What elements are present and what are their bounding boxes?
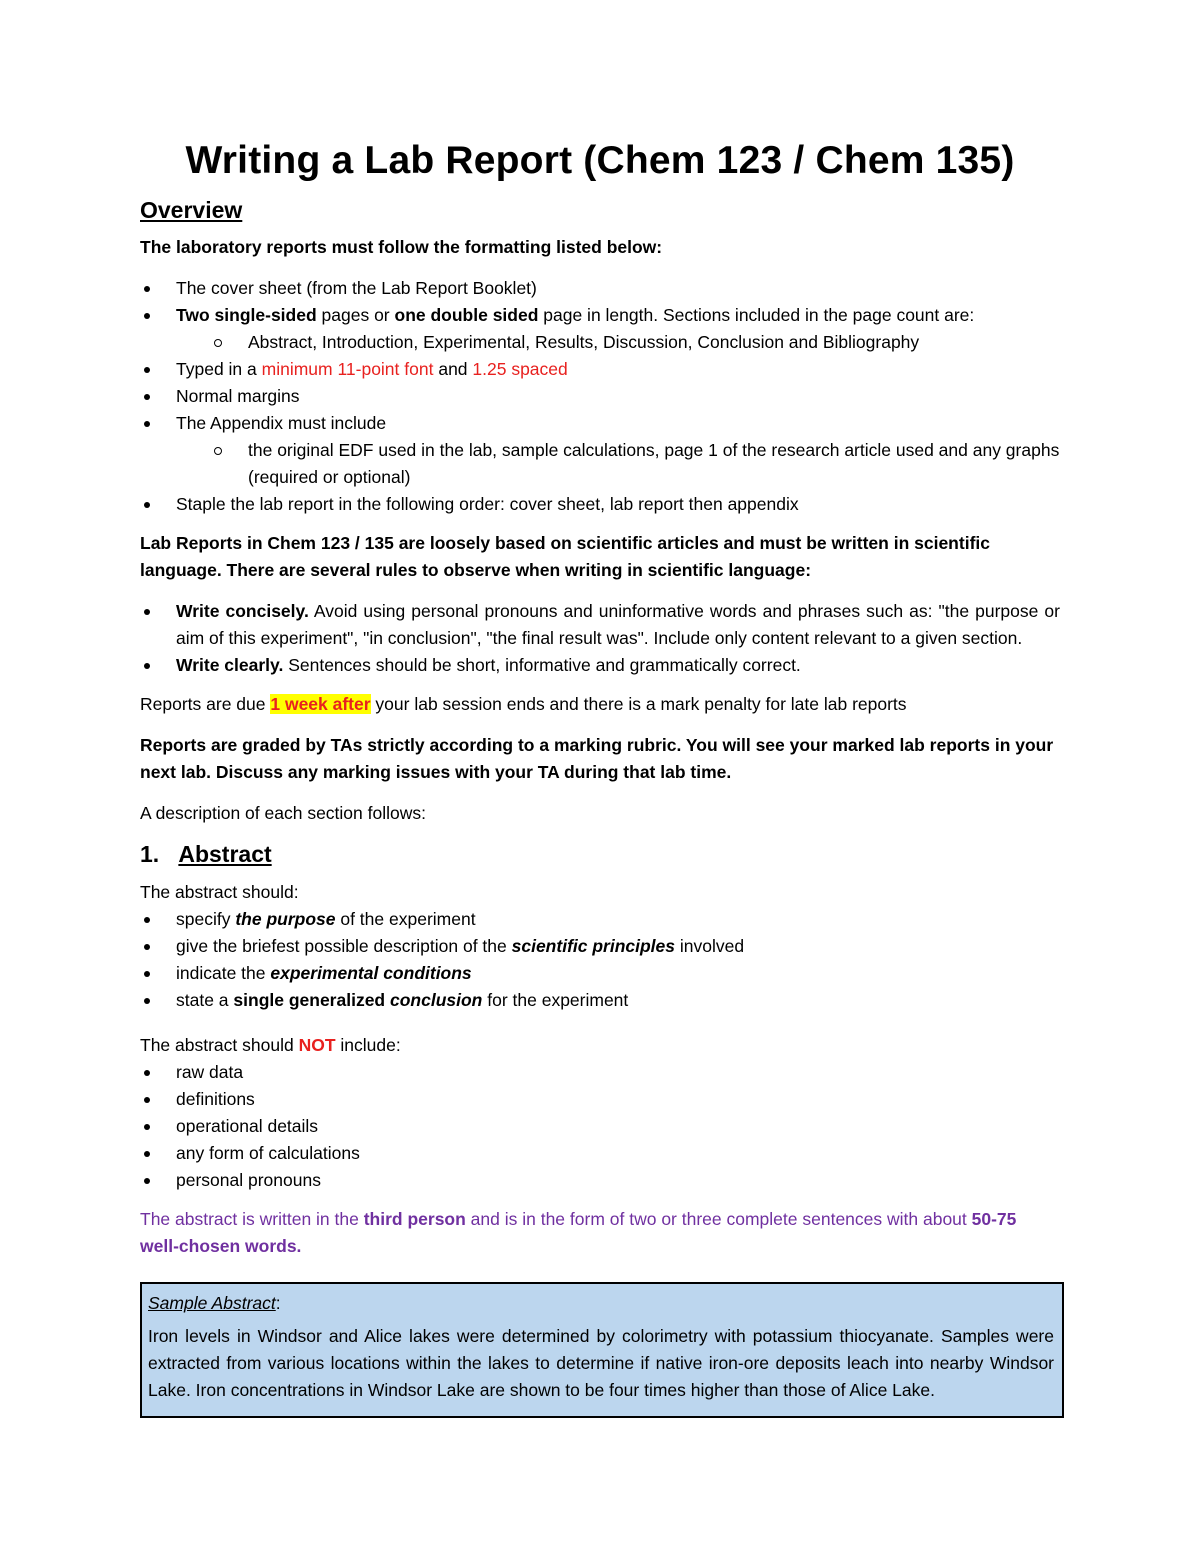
grading-text: Reports are graded by TAs strictly according to a marking rubric. You will see your marked lab reports in your next lab. Discuss any marking issues with your TA during that lab time. [140,735,1054,783]
description-text: A description of each section follows: [140,803,426,824]
overview-intro: The laboratory reports must follow the formatting listed below: [140,237,663,258]
appendix-sublist [176,437,1060,491]
list-item: Two single-sided pages or one double sided page in length. Sections included in the page count are: Abstract, Introduction, Experimental, Results, Discussion, Conclusion and Bibliography [140,302,1060,356]
language-intro: Lab Reports in Chem 123 / 135 are loosely based on scientific articles and must be written in scientific language. There are several rules to observe when writing in scientific language: [140,533,990,581]
formatting-list [140,275,1060,518]
list-item: give the briefest possible description of the scientific principles involved [140,933,1060,960]
list-item: any form of calculations [140,1140,1060,1167]
abstract-note: The abstract is written in the third person and is in the form of two or three complete sentences with about 50-75 well-chosen words. [140,1208,1017,1256]
list-item: raw data [140,1059,1060,1086]
sections-sublist [176,329,1060,356]
list-item: Typed in a minimum 11-point font and 1.25 spaced [140,356,1060,383]
due-highlight: 1 week after [270,694,371,715]
abstract-should-list [140,906,1060,1014]
list-item: Normal margins [140,383,1060,410]
list-item: The cover sheet (from the Lab Report Booklet) [140,275,1060,302]
list-item: Abstract, Introduction, Experimental, Results, Discussion, Conclusion and Bibliography [212,329,1060,356]
list-item: Write clearly. Sentences should be short, informative and grammatically correct. [140,652,1060,679]
sample-abstract-text: Iron levels in Windsor and Alice lakes were determined by colorimetry with potassium thiocyanate. Samples were extracted from various locations within the lakes to determine if native iron-ore deposits leach into nearby Windsor Lake. Iron concentrations in Windsor Lake are shown to be four times higher than those of Alice Lake. [148,1325,1054,1400]
page-title: Writing a Lab Report (Chem 123 / Chem 135) [185,139,1015,182]
overview-heading: Overview [140,196,243,223]
sample-abstract-box [140,1282,1064,1418]
list-item: state a single generalized conclusion for the experiment [140,987,1060,1014]
list-item: The Appendix must include the original EDF used in the lab, sample calculations, page 1 of the research article used and any graphs (required or optional) [140,410,1060,491]
list-item: personal pronouns [140,1167,1060,1194]
abstract-not-intro: The abstract should NOT include: [140,1034,401,1055]
list-item: definitions [140,1086,1060,1113]
list-item: operational details [140,1113,1060,1140]
abstract-should-intro: The abstract should: [140,881,299,902]
list-item: Staple the lab report in the following order: cover sheet, lab report then appendix [140,491,1060,518]
language-rules-list [140,598,1060,679]
list-item: Write concisely. Avoid using personal pronouns and uninformative words and phrases such as: "the purpose or aim of this experiment", "in conclusion", "the final result was". Include only content relevant to a given section. [140,598,1060,652]
list-item: specify the purpose of the experiment [140,906,1060,933]
due-date-text: Reports are due 1 week after your lab session ends and there is a mark penalty for late lab reports [140,694,907,715]
abstract-not-list [140,1059,1060,1194]
list-item: the original EDF used in the lab, sample calculations, page 1 of the research article used and any graphs (required or optional) [212,437,1060,491]
abstract-heading: 1. Abstract [140,841,272,868]
document-page [140,130,1060,1418]
sample-abstract-label: Sample Abstract: [148,1292,281,1313]
list-item: indicate the experimental conditions [140,960,1060,987]
